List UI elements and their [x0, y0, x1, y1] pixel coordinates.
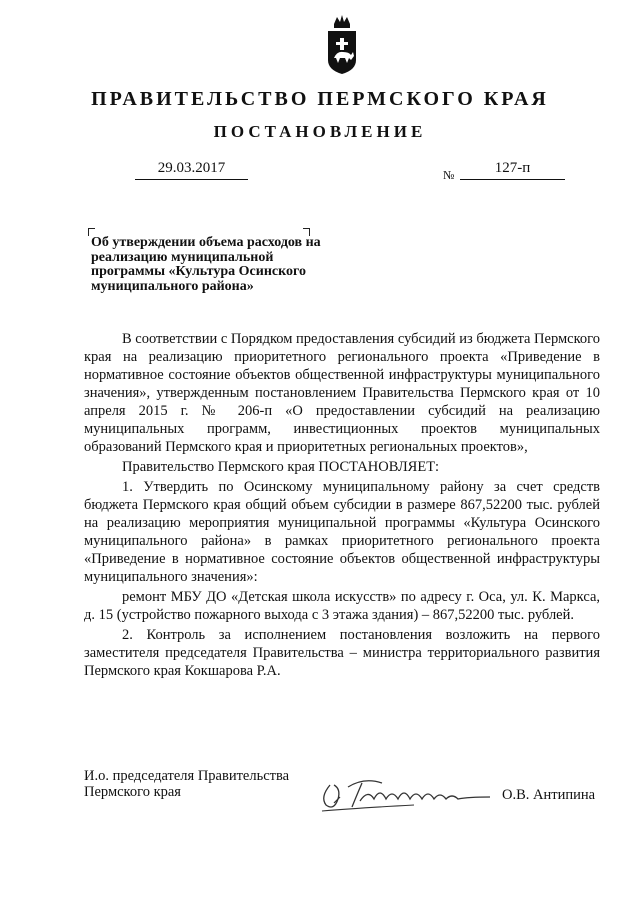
document-body — [84, 330, 600, 680]
signer-title-line1: И.о. председателя Правительства — [84, 768, 290, 784]
document-date: 29.03.2017 — [135, 160, 248, 180]
number-sign: № — [443, 168, 455, 182]
item-2-paragraph: 2. Контроль за исполнением постановления возложить на первого заместителя председателя Правительства – министра территориального развития Пермского края Кокшарова Р.А. — [84, 627, 600, 679]
perm-krai-coat-of-arms-icon — [325, 14, 359, 76]
document-type: ПОСТАНОВЛЕНИЕ — [213, 122, 427, 141]
document-number: 127-п — [460, 160, 565, 180]
signer-title-line2: Пермского края — [84, 784, 181, 800]
signer-title — [84, 768, 289, 800]
item-1-paragraph: 1. Утвердить по Осинскому муниципальному району за счет средств бюджета Пермского края общий объем субсидии в размере 867,52200 тыс. рублей на реализацию мероприятия муниципальной программы «Культура Осинского муниципального района» в рамках приоритетного регионального проекта «Приведение в нормативное состояние объектов общественной инфраструктуры муниципального значения»: — [84, 479, 600, 585]
document-subject: Об утверждении объема расходов на реализацию муниципальной программы «Культура Осинского муниципального района» — [91, 235, 321, 294]
repair-paragraph: ремонт МБУ ДО «Детская школа искусств» по адресу г. Оса, ул. К. Маркса, д. 15 (устройство пожарного выхода с 3 этажа здания) – 867,52200 тыс. рублей. — [84, 589, 600, 623]
handwritten-signature-icon — [318, 775, 493, 813]
government-title: ПРАВИТЕЛЬСТВО ПЕРМСКОГО КРАЯ — [91, 88, 549, 110]
preamble-paragraph: В соответствии с Порядком предоставления субсидий из бюджета Пермского края на реализацию приоритетного регионального проекта «Приведение в нормативное состояние объектов общественной инфраструктуры муниципального значения», утвержденным постановлением Правительства Пермского края от 10 апреля 2015 г. № 206-п «О предоставлении субсидий на реализацию муниципальных программ, инвестиционных проектов муниципальных образований Пермского края и приоритетных региональных проектов», — [84, 331, 600, 455]
signer-name: О.В. Антипина — [502, 787, 596, 803]
resolution-paragraph: Правительство Пермского края ПОСТАНОВЛЯЕТ: — [122, 459, 440, 475]
